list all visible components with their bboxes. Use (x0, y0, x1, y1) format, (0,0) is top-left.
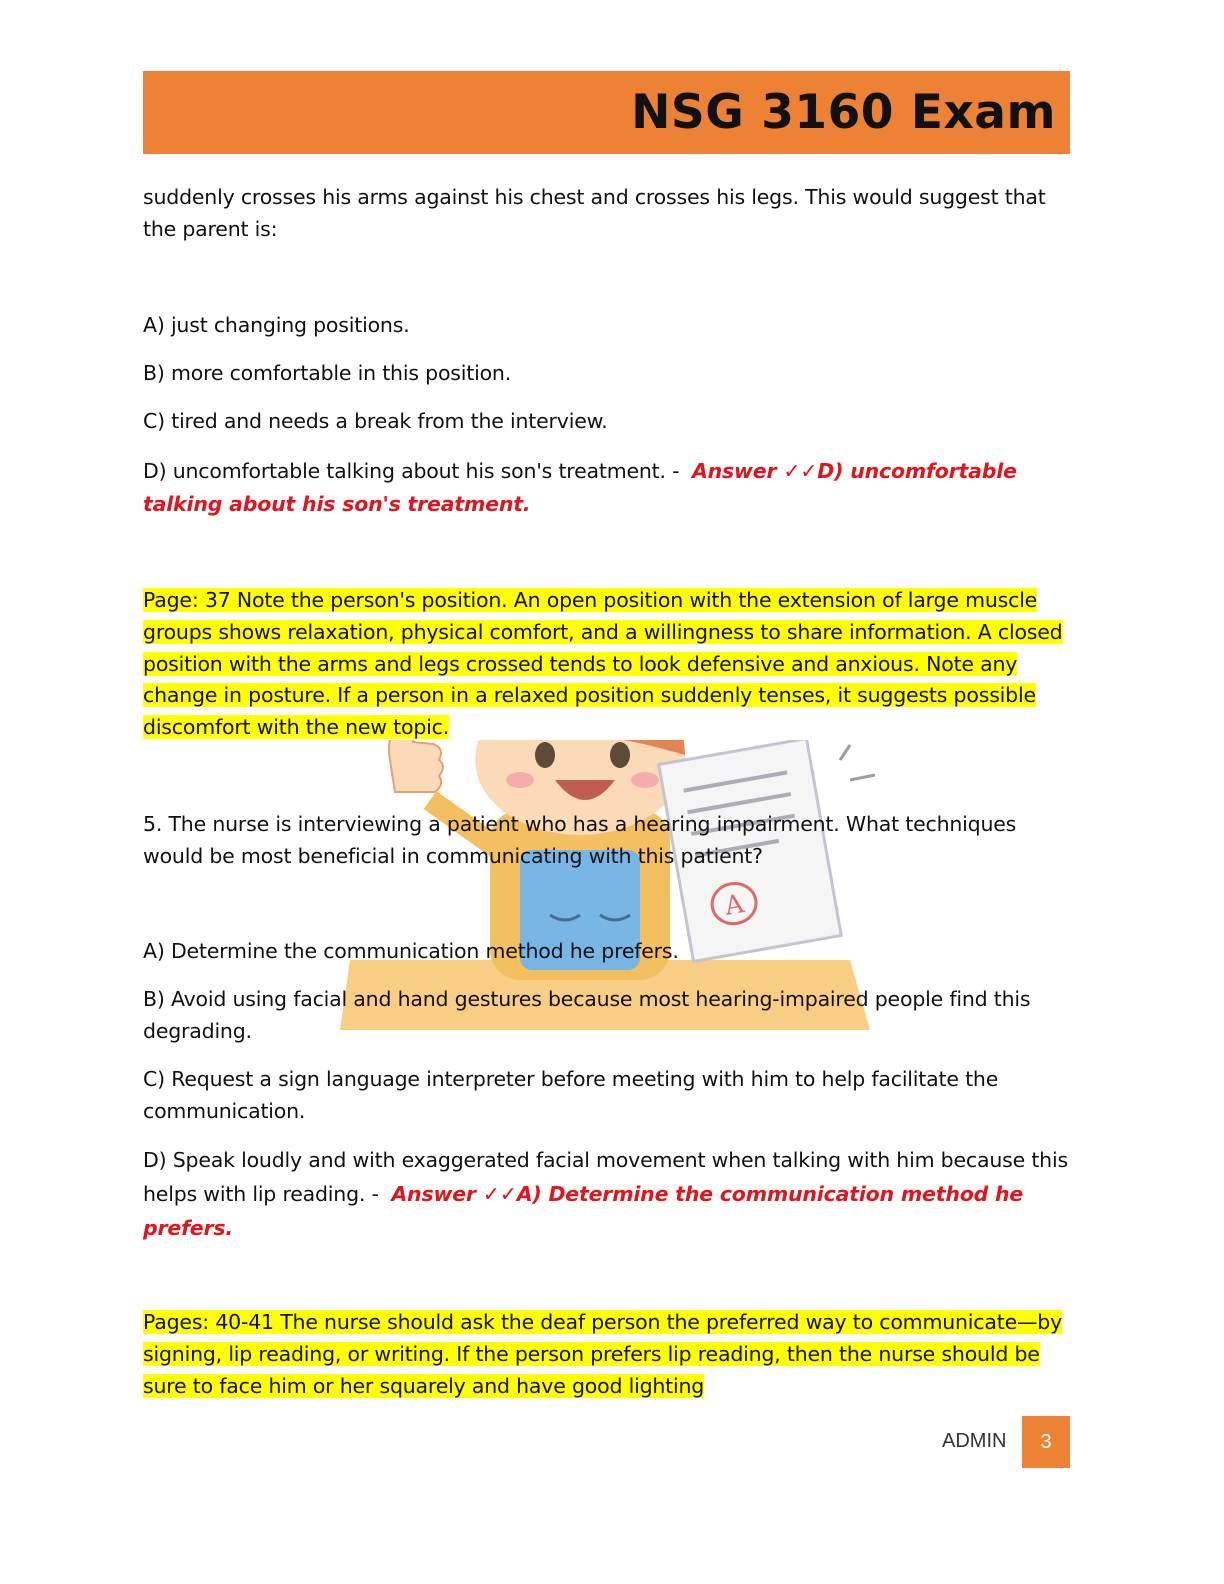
option-b: B) more comfortable in this position. (143, 361, 512, 385)
option-d: D) uncomfortable talking about his son's treatment. - (143, 459, 680, 483)
answer-text: Answer ✓✓A) Determine the communication method he prefers. (143, 1182, 1024, 1240)
grade-mark: A (722, 889, 747, 922)
page-number: 3 (1040, 1430, 1052, 1453)
page-number-badge (1022, 1416, 1070, 1468)
footer-author-label: ADMIN (942, 1430, 1007, 1452)
option-c: C) Request a sign language interpreter before meeting with him to help facilitate the communication. (143, 1067, 999, 1123)
option-c: C) tired and needs a break from the interview. (143, 409, 608, 433)
header-bar (143, 71, 1070, 154)
page-title: NSG 3160 Exam (631, 85, 1056, 140)
rationale-block (143, 585, 1073, 744)
option-a: A) just changing positions. (143, 313, 410, 337)
option-d-with-answer (143, 455, 1073, 521)
question-stem-continued: suddenly crosses his arms against his chest and crosses his legs. This would suggest that the parent is: (143, 185, 1046, 241)
option-d: D) Speak loudly and with exaggerated facial movement when talking with him because this helps with lip reading. - (143, 1148, 1068, 1206)
answer-text: Answer ✓✓D) uncomfortable talking about his son's treatment. (143, 459, 1017, 516)
rationale-text: Pages: 40-41 The nurse should ask the deaf person the preferred way to communicate—by signing, lip reading, or writing. If the person prefers lip reading, then the nurse should be sure to face him or her squarely and have good lighting (143, 1310, 1063, 1398)
option-d-with-answer (143, 1143, 1073, 1245)
option-b: B) Avoid using facial and hand gestures because most hearing-impaired people find this degrading. (143, 987, 1031, 1043)
option-a: A) Determine the communication method he prefers. (143, 939, 679, 963)
rationale-text: Page: 37 Note the person's position. An open position with the extension of large muscle groups shows relaxation, physical comfort, and a willingness to share information. A closed position with the arms and legs crossed tends to look defensive and anxious. Note any change in posture. If a person in a relaxed position suddenly tenses, it suggests possible discomfort with the new topic. (143, 588, 1063, 740)
rationale-block (143, 1306, 1073, 1402)
question-stem: 5. The nurse is interviewing a patient who has a hearing impairment. What techniques would be most beneficial in communicating with this patient? (143, 812, 1017, 868)
